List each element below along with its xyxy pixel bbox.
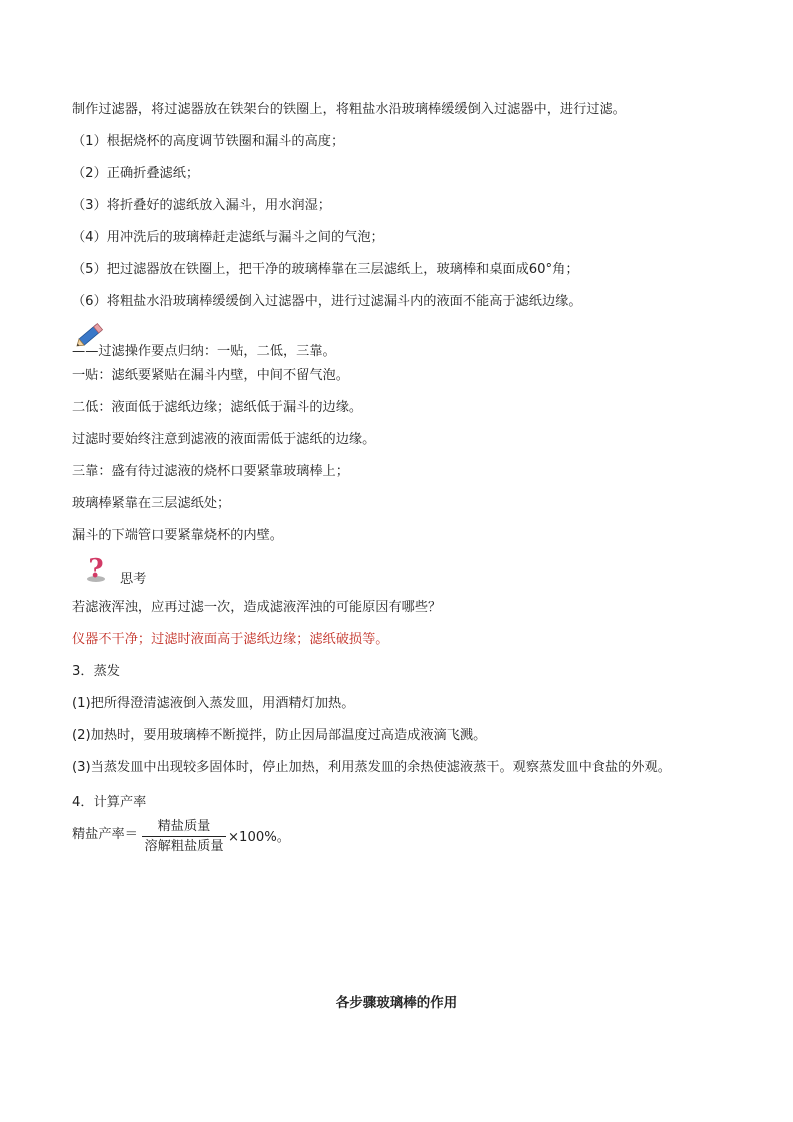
evaporate-step-1: (1)把所得澄清滤液倒入蒸发皿，用酒精灯加热。 [72,696,355,711]
yield-title: 4．计算产率 [72,795,147,810]
yield-denominator: 溶解粗盐质量 [144,839,224,854]
tip-line-1: 一贴：滤纸要紧贴在漏斗内壁，中间不留气泡。 [72,368,349,383]
filter-step-5: （5）把过滤器放在铁圈上，把干净的玻璃棒靠在三层滤纸上，玻璃棒和桌面成60°角； [72,262,579,277]
yield-formula-right: ×100%。 [228,830,290,845]
filter-step-6: （6）将粗盐水沿玻璃棒缓缓倒入过滤器中，进行过滤漏斗内的液面不能高于滤纸边缘。 [72,294,582,309]
yield-numerator: 精盐质量 [142,818,226,837]
think-answer: 仪器不干净；过滤时液面高于滤纸边缘；滤纸破损等。 [72,632,389,647]
evaporate-step-3: (3)当蒸发皿中出现较多固体时，停止加热，利用蒸发皿的余热使滤液蒸干。观察蒸发皿中食盐的外观。 [72,760,671,775]
tip-line-4: 三靠：盛有待过滤液的烧杯口要紧靠玻璃棒上； [72,464,349,479]
filter-step-4: （4）用冲洗后的玻璃棒赶走滤纸与漏斗之间的气泡； [72,230,384,245]
filter-intro: 制作过滤器，将过滤器放在铁架台的铁圈上，将粗盐水沿玻璃棒缓缓倒入过滤器中，进行过滤。 [72,102,626,117]
svg-text:?: ? [88,554,104,583]
glass-rod-role-heading: 各步骤玻璃棒的作用 [335,995,458,1011]
think-label: 思考 [120,572,147,587]
filter-step-3: （3）将折叠好的滤纸放入漏斗，用水润湿； [72,198,331,213]
tip-line-5: 玻璃棒紧靠在三层滤纸处； [72,496,231,511]
tip-heading: ——过滤操作要点归纳：一贴，二低，三靠。 [72,344,336,359]
filter-step-1: （1）根据烧杯的高度调节铁圈和漏斗的高度； [72,134,345,149]
tip-line-6: 漏斗的下端管口要紧靠烧杯的内壁。 [72,528,283,543]
think-question: 若滤液浑浊，应再过滤一次，造成滤液浑浊的可能原因有哪些？ [72,600,442,615]
evaporate-title: 3．蒸发 [72,664,120,679]
yield-formula-left: 精盐产率＝ [72,827,138,842]
yield-fraction [142,818,226,855]
evaporate-step-2: (2)加热时，要用玻璃棒不断搅拌，防止因局部温度过高造成液滴飞溅。 [72,728,487,743]
tip-line-2: 二低：液面低于滤纸边缘；滤纸低于漏斗的边缘。 [72,400,363,415]
tip-line-3: 过滤时要始终注意到滤液的液面需低于滤纸的边缘。 [72,432,376,447]
question-mark-icon [82,553,110,583]
filter-step-2: （2）正确折叠滤纸； [72,166,200,181]
